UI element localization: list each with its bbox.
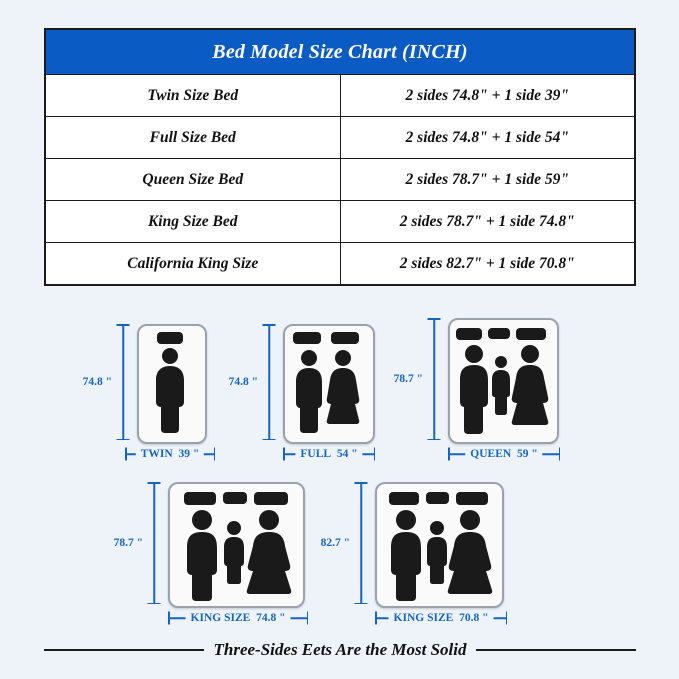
- bed-model-label: Twin Size Bed: [45, 75, 340, 117]
- california-king-width-measure: [375, 610, 507, 626]
- table-row: [45, 75, 635, 117]
- full-length-label: 74.8 ": [228, 376, 258, 388]
- twin-caption: TWIN 39 ": [136, 448, 204, 460]
- full-length-measure: [228, 324, 276, 440]
- footer-divider-right: [476, 649, 636, 651]
- king-bed-illustration: [168, 482, 305, 608]
- twin-width-measure: [125, 446, 215, 462]
- queen-caption: QUEEN 59 ": [465, 448, 542, 460]
- table-row: [45, 159, 635, 201]
- page-title: Bed Model Size Chart (INCH): [45, 29, 635, 75]
- bed-model-label: Queen Size Bed: [45, 159, 340, 201]
- bed-model-value: 2 sides 82.7" + 1 side 70.8": [340, 243, 635, 286]
- bed-model-value: 2 sides 78.7" + 1 side 74.8": [340, 201, 635, 243]
- king-width-measure: [168, 610, 308, 626]
- bed-model-value: 2 sides 74.8" + 1 side 54": [340, 117, 635, 159]
- full-figures-icon: [285, 326, 369, 438]
- king-length-measure: [113, 482, 161, 604]
- footer-banner: [44, 640, 636, 660]
- twin-length-label: 74.8 ": [82, 376, 112, 388]
- table-row: [45, 243, 635, 286]
- footer-divider-left: [44, 649, 204, 651]
- queen-length-label: 78.7 ": [393, 373, 423, 385]
- bed-model-value: 2 sides 78.7" + 1 side 59": [340, 159, 635, 201]
- california-king-bed-illustration: [375, 482, 504, 608]
- footer-text: Three-Sides Eets Are the Most Solid: [213, 640, 467, 659]
- table-row: [45, 117, 635, 159]
- table-title-row: [45, 29, 635, 75]
- king-caption: KING SIZE 74.8 ": [186, 612, 291, 624]
- bed-model-label: California King Size: [45, 243, 340, 286]
- bed-size-table: [44, 28, 636, 286]
- twin-bed-illustration: [137, 324, 207, 444]
- king-length-label: 78.7 ": [113, 537, 143, 549]
- queen-width-measure: [448, 446, 560, 462]
- bed-diagrams: [0, 300, 679, 640]
- bed-model-label: Full Size Bed: [45, 117, 340, 159]
- california-king-caption: KING SIZE 70.8 ": [389, 612, 494, 624]
- table-row: [45, 201, 635, 243]
- bed-model-value: 2 sides 74.8" + 1 side 39": [340, 75, 635, 117]
- queen-length-measure: [393, 318, 441, 440]
- full-width-measure: [283, 446, 375, 462]
- queen-figures-icon: [450, 320, 553, 438]
- bed-model-label: King Size Bed: [45, 201, 340, 243]
- california-king-length-measure: [320, 482, 368, 604]
- twin-length-measure: [82, 324, 130, 440]
- king-figures-icon: [170, 484, 299, 602]
- california-king-length-label: 82.7 ": [320, 537, 350, 549]
- california-king-figures-icon: [377, 484, 498, 602]
- full-caption: FULL 54 ": [295, 448, 362, 460]
- twin-figures-icon: [139, 326, 201, 438]
- queen-bed-illustration: [448, 318, 559, 444]
- full-bed-illustration: [283, 324, 375, 444]
